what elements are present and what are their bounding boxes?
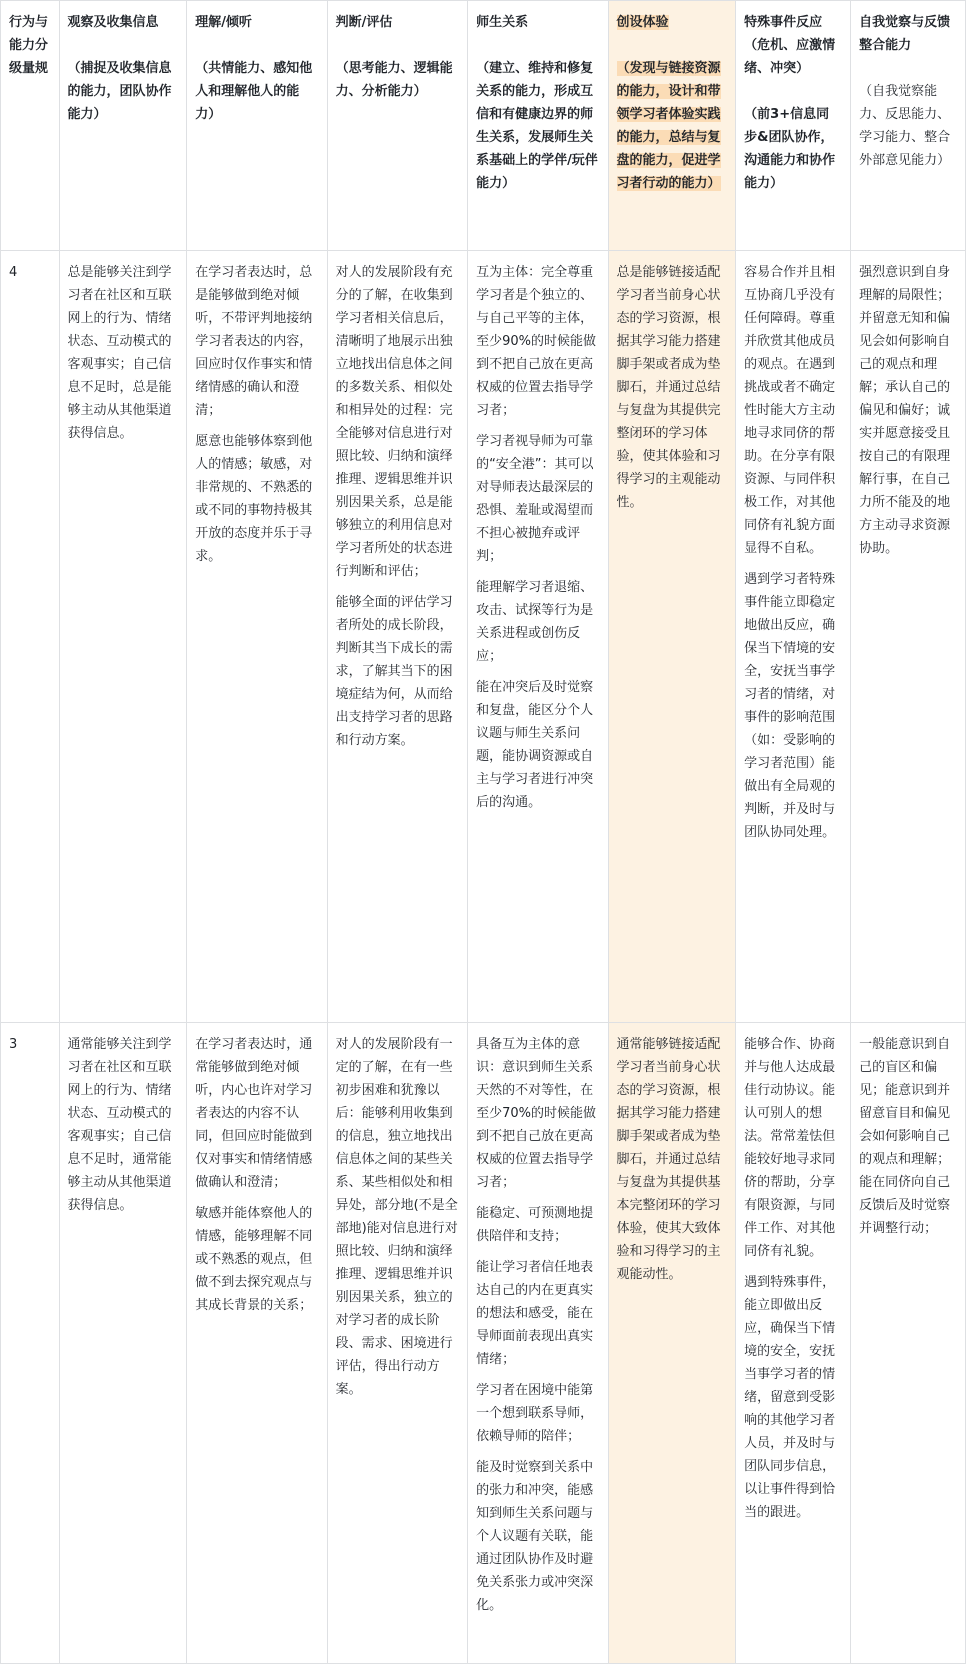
level-cell: 3	[1, 1023, 60, 1664]
header-judge: 判断/评估 （思考能力、逻辑能力、分析能力）	[327, 1, 467, 251]
relation-cell: 互为主体：完全尊重学习者是个独立的、与自己平等的主体，至少90%的时候能做到不把自己放在更高权威的位置去指导学习者； 学习者视导师为可靠的“安全港”：其可以对导师表达最深层的恐惧、羞耻或渴望而不担心被抛弃或评判； 能理解学习者退缩、攻击、试探等行为是关系进程或创伤反应； 能在冲突后及时觉察和复盘，能区分个人议题与师生关系问题，能协调资源或自主与学习者进行冲突后的沟通。	[468, 251, 608, 1023]
listen-cell: 在学习者表达时，通常能够做到绝对倾听，内心也许对学习者表达的内容不认同，但回应时能做到仅对事实和情绪情感做确认和澄清； 敏感并能体察他人的情感，能够理解不同或不熟悉的观点，但做不到去探究观点与其成长背景的关系；	[187, 1023, 327, 1664]
observe-cell: 通常能够关注到学习者在社区和互联网上的行为、情绪状态、互动模式的客观事实；自己信息不足时，通常能够主动从其他渠道获得信息。	[59, 1023, 187, 1664]
listen-cell: 在学习者表达时，总是能够做到绝对倾听，不带评判地接纳学习者表达的内容，回应时仅作事实和情绪情感的确认和澄清； 愿意也能够体察到他人的情感；敏感，对非常规的、不熟悉的或不同的事物持极其开放的态度并乐于寻求。	[187, 251, 327, 1023]
table-row	[1, 1023, 966, 1664]
experience-cell: 通常能够链接适配学习者当前身心状态的学习资源，根据其学习能力搭建脚手架或者成为垫脚石，并通过总结与复盘为其提供基本完整闭环的学习体验，使其大致体验和习得学习的主观能动性。	[608, 1023, 736, 1664]
header-listen: 理解/倾听 （共情能力、感知他人和理解他人的能力）	[187, 1, 327, 251]
header-reflect: 自我觉察与反馈整合能力 （自我觉察能力、反思能力、学习能力、整合外部意见能力）	[851, 1, 966, 251]
header-experience: 创设体验 （发现与链接资源的能力，设计和带领学习者体验实践的能力，总结与复盘的能力，促进学习者行动的能力）	[608, 1, 736, 251]
table-row	[1, 251, 966, 1023]
experience-cell: 总是能够链接适配学习者当前身心状态的学习资源，根据其学习能力搭建脚手架或者成为垫脚石，并通过总结与复盘为其提供完整闭环的学习体验，使其体验和习得学习的主观能动性。	[608, 251, 736, 1023]
judge-cell: 对人的发展阶段有充分的了解，在收集到学习者相关信息后，清晰明了地展示出独立地找出信息体之间的多数关系、相似处和相异处的过程：完全能够对信息进行对照比较、归纳和演绎推理、逻辑思维并识别因果关系，总是能够独立的利用信息对学习者所处的状态进行判断和评估； 能够全面的评估学习者所处的成长阶段，判断其当下成长的需求，了解其当下的困境症结为何，从而给出支持学习者的思路和行动方案。	[327, 251, 467, 1023]
special-cell: 容易合作并且相互协商几乎没有任何障碍。尊重并欣赏其他成员的观点。在遇到挑战或者不确定性时能大方主动地寻求同侪的帮助。在分享有限资源、与同伴积极工作，对其他同侪有礼貌方面显得不自私。 遇到学习者特殊事件能立即稳定地做出反应，确保当下情境的安全，安抚当事学习者的情绪，对事件的影响范围（如：受影响的学习者范围）能做出有全局观的判断，并及时与团队协同处理。	[736, 251, 851, 1023]
header-observe: 观察及收集信息 （捕捉及收集信息的能力，团队协作能力）	[59, 1, 187, 251]
judge-cell: 对人的发展阶段有一定的了解，在有一些初步困难和犹豫以后：能够利用收集到的信息，独立地找出信息体之间的某些关系、某些相似处和相异处，部分地(不是全部地)能对信息进行对照比较、归纳和演绎推理、逻辑思维并识别因果关系，独立的对学习者的成长阶段、需求、困境进行评估，得出行动方案。	[327, 1023, 467, 1664]
reflect-cell: 一般能意识到自己的盲区和偏见；能意识到并留意盲目和偏见会如何影响自己的观点和理解；能在同侪向自己反馈后及时觉察并调整行动；	[851, 1023, 966, 1664]
header-row	[1, 1, 966, 251]
special-cell: 能够合作、协商并与他人达成最佳行动协议。能认可别人的想法。常常羞怯但能较好地寻求同侪的帮助，分享有限资源，与同伴工作、对其他同侪有礼貌。 遇到特殊事件，能立即做出反应，确保当下情境的安全，安抚当事学习者的情绪，留意到受影响的其他学习者人员，并及时与团队同步信息，以让事件得到恰当的跟进。	[736, 1023, 851, 1664]
reflect-cell: 强烈意识到自身理解的局限性；并留意无知和偏见会如何影响自己的观点和理解；承认自己的偏见和偏好；诚实并愿意接受且按自己的有限理解行事，在自己力所不能及的地方主动寻求资源协助。	[851, 251, 966, 1023]
level-cell: 4	[1, 251, 60, 1023]
header-level: 行为与能力分级量规	[1, 1, 60, 251]
header-special: 特殊事件反应（危机、应激情绪、冲突） （前3+信息同步&团队协作，沟通能力和协作能力）	[736, 1, 851, 251]
header-relation: 师生关系 （建立、维持和修复关系的能力，形成互信和有健康边界的师生关系，发展师生关系基础上的学伴/玩伴能力）	[468, 1, 608, 251]
relation-cell: 具备互为主体的意识：意识到师生关系天然的不对等性，在至少70%的时候能做到不把自己放在更高权威的位置去指导学习者； 能稳定、可预测地提供陪伴和支持； 能让学习者信任地表达自己的内在更真实的想法和感受，能在导师面前表现出真实情绪； 学习者在困境中能第一个想到联系导师，依赖导师的陪伴； 能及时觉察到关系中的张力和冲突，能感知到师生关系问题与个人议题有关联，能通过团队协作及时避免关系张力或冲突深化。	[468, 1023, 608, 1664]
observe-cell: 总是能够关注到学习者在社区和互联网上的行为、情绪状态、互动模式的客观事实；自己信息不足时，总是能够主动从其他渠道获得信息。	[59, 251, 187, 1023]
